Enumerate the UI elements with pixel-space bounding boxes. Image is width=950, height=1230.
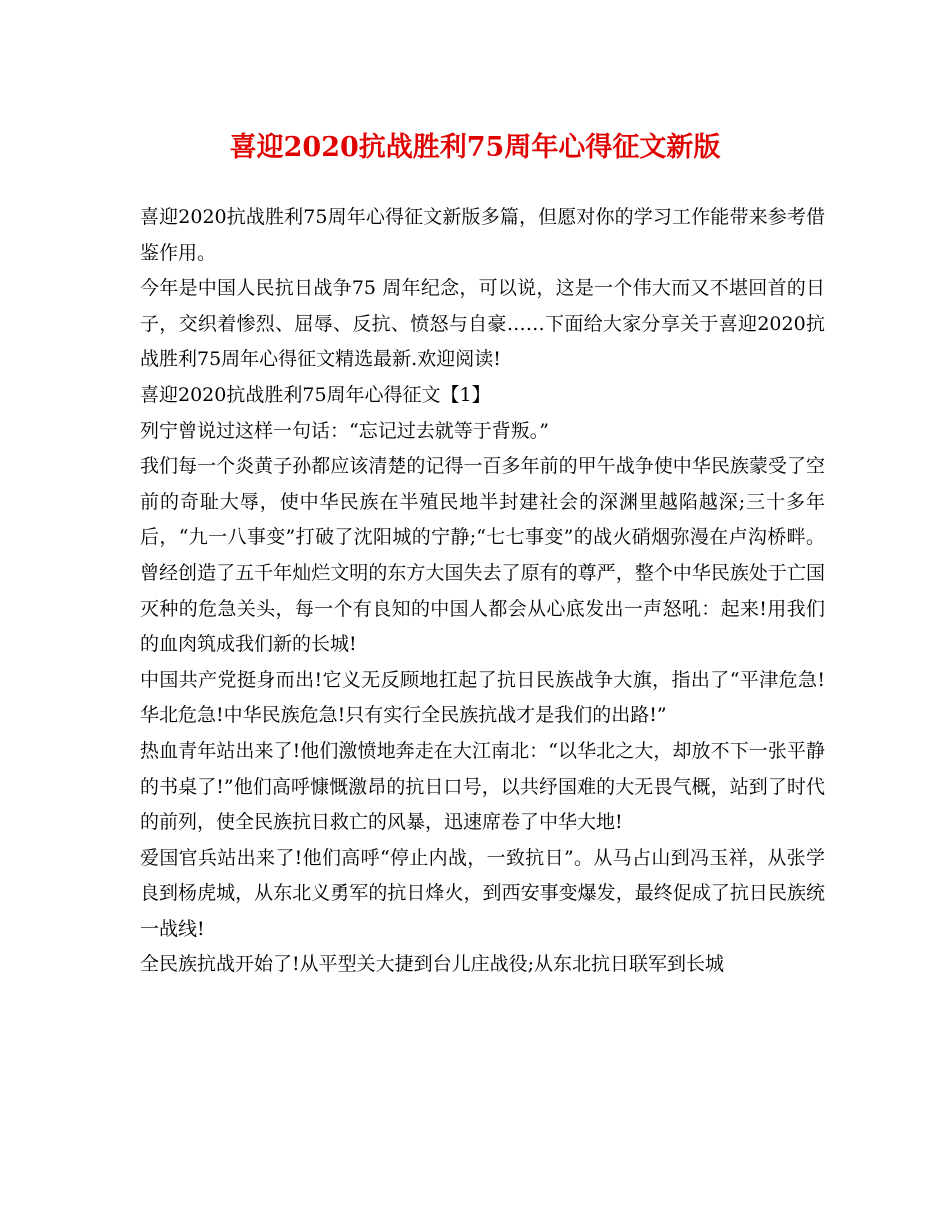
body-paragraph: 热血青年站出来了!他们激愤地奔走在大江南北：“以华北之大，却放不下一张平静的书桌了!”他们高呼慷慨激昂的抗日口号，以共纾国难的大无畏气概，站到了时代的前列，使全民族抗日救亡的风暴，迅速席卷了中华大地!	[140, 739, 825, 834]
intro-paragraph: 喜迎2020抗战胜利75周年心得征文新版多篇，但愿对你的学习工作能带来参考借鉴作用。	[140, 206, 825, 264]
body-paragraph: 我们每一个炎黄子孙都应该清楚的记得一百多年前的甲午战争使中华民族蒙受了空前的奇耻大辱，使中华民族在半殖民地半封建社会的深渊里越陷越深;三十多年后，“九一八事变”打破了沈阳城的宁静;“七七事变”的战火硝烟弥漫在卢沟桥畔。曾经创造了五千年灿烂文明的东方大国失去了原有的尊严，整个中华民族处于亡国灭种的危急关头，每一个有良知的中国人都会从心底发出一声怒吼：起来!用我们的血肉筑成我们新的长城!	[140, 455, 825, 656]
body-paragraph: 中国共产党挺身而出!它义无反顾地扛起了抗日民族战争大旗，指出了“平津危急!华北危急!中华民族危急!只有实行全民族抗战才是我们的出路!”	[140, 668, 825, 727]
document-body	[140, 200, 825, 983]
body-paragraph: 爱国官兵站出来了!他们高呼“停止内战，一致抗日”。从马占山到冯玉祥，从张学良到杨虎城，从东北义勇军的抗日烽火，到西安事变爆发，最终促成了抗日民族统一战线!	[140, 846, 825, 940]
quote-paragraph: 列宁曾说过这样一句话：“忘记过去就等于背叛。”	[140, 419, 549, 442]
section-heading: 喜迎2020抗战胜利75周年心得征文【1】	[140, 383, 491, 406]
document-title: 喜迎2020抗战胜利75周年心得征文新版	[229, 132, 721, 163]
preface-paragraph: 今年是中国人民抗日战争75 周年纪念，可以说，这是一个伟大而又不堪回首的日子，交织着惨烈、屈辱、反抗、愤怒与自豪……下面给大家分享关于喜迎2020抗战胜利75周年心得征文精选最新.欢迎阅读!	[140, 277, 825, 371]
body-paragraph: 全民族抗战开始了!从平型关大捷到台儿庄战役;从东北抗日联军到长城	[140, 953, 725, 976]
